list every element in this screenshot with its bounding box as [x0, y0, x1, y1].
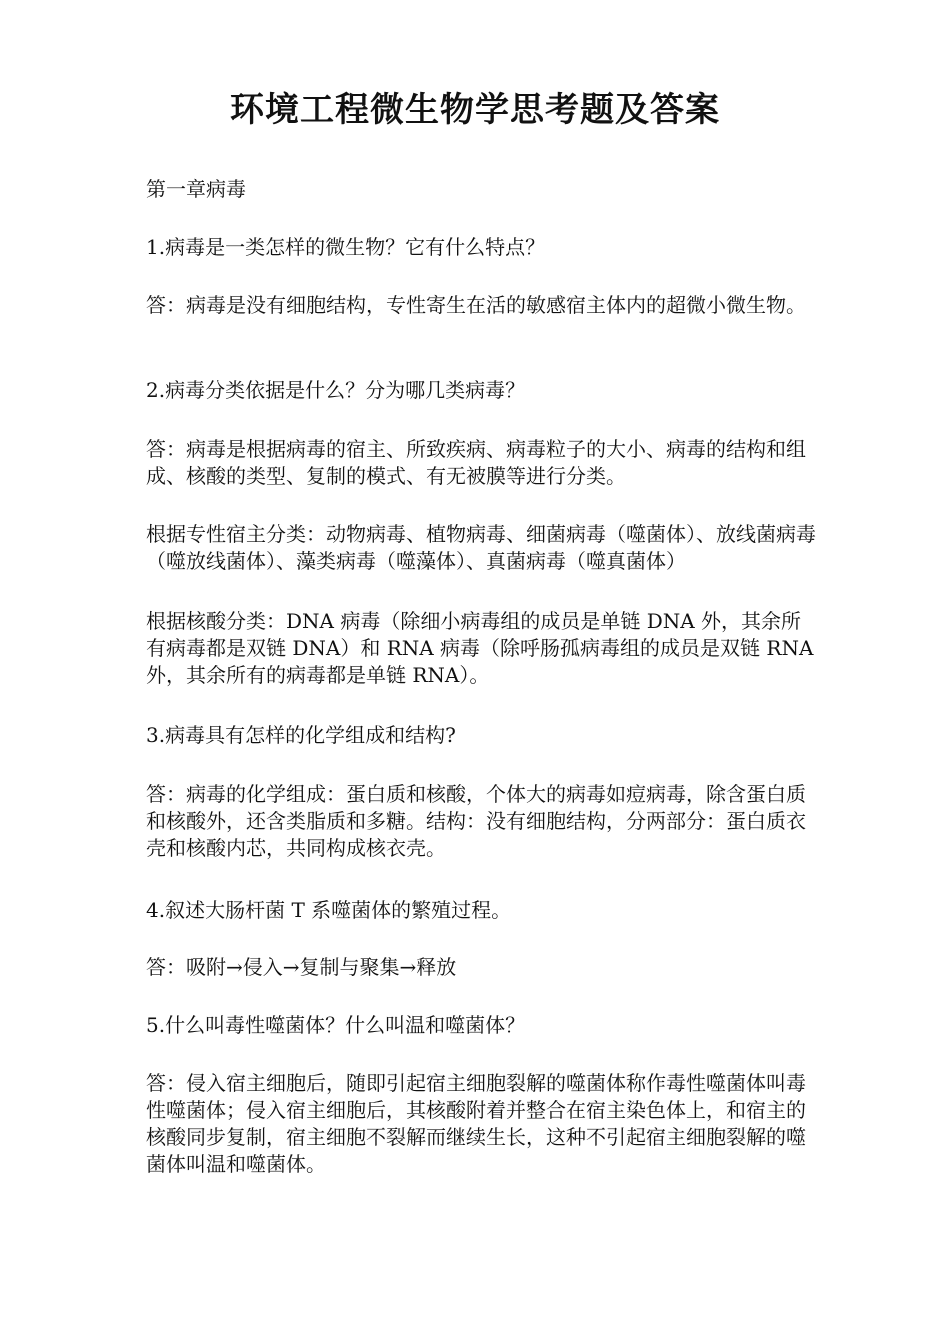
document-title: 环境工程微生物学思考题及答案: [230, 90, 720, 130]
question-4: 4.叙述大肠杆菌 T 系噬菌体的繁殖过程。: [146, 898, 512, 922]
answer-5: 答：侵入宿主细胞后，随即引起宿主细胞裂解的噬菌体称作毒性噬菌体叫毒性噬菌体；侵入宿主细胞后，其核酸附着并整合在宿主染色体上，和宿主的核酸同步复制，宿主细胞不裂解而继续生长，这种不引起宿主细胞裂解的噬菌体叫温和噬菌体。: [146, 1071, 806, 1176]
question-2: 2.病毒分类依据是什么？分为哪几类病毒？: [146, 378, 526, 402]
chapter-heading: 第一章病毒: [146, 177, 246, 201]
answer-3: 答：病毒的化学组成：蛋白质和核酸，个体大的病毒如痘病毒，除含蛋白质和核酸外，还含类脂质和多糖。结构：没有细胞结构，分两部分：蛋白质衣壳和核酸内芯，共同构成核衣壳。: [146, 782, 806, 860]
host-classification: 根据专性宿主分类：动物病毒、植物病毒、细菌病毒（噬菌体）、放线菌病毒（噬放线菌体）、藻类病毒（噬藻体）、真菌病毒（噬真菌体）: [146, 522, 816, 573]
nucleic-acid-classification: 根据核酸分类：DNA 病毒（除细小病毒组的成员是单链 DNA 外，其余所有病毒都是双链 DNA）和 RNA 病毒（除呼肠孤病毒组的成员是双链 RNA 外，其余所有的病毒都是单链 RNA）。: [146, 609, 814, 687]
answer-2: 答：病毒是根据病毒的宿主、所致疾病、病毒粒子的大小、病毒的结构和组成、核酸的类型、复制的模式、有无被膜等进行分类。: [146, 437, 806, 488]
answer-1: 答：病毒是没有细胞结构，专性寄生在活的敏感宿主体内的超微小微生物。: [146, 293, 806, 317]
question-1: 1.病毒是一类怎样的微生物？它有什么特点？: [146, 235, 546, 259]
answer-4: 答：吸附→侵入→复制与聚集→释放: [146, 955, 457, 979]
question-3: 3.病毒具有怎样的化学组成和结构?: [146, 723, 456, 747]
question-5: 5.什么叫毒性噬菌体？什么叫温和噬菌体？: [146, 1013, 526, 1037]
